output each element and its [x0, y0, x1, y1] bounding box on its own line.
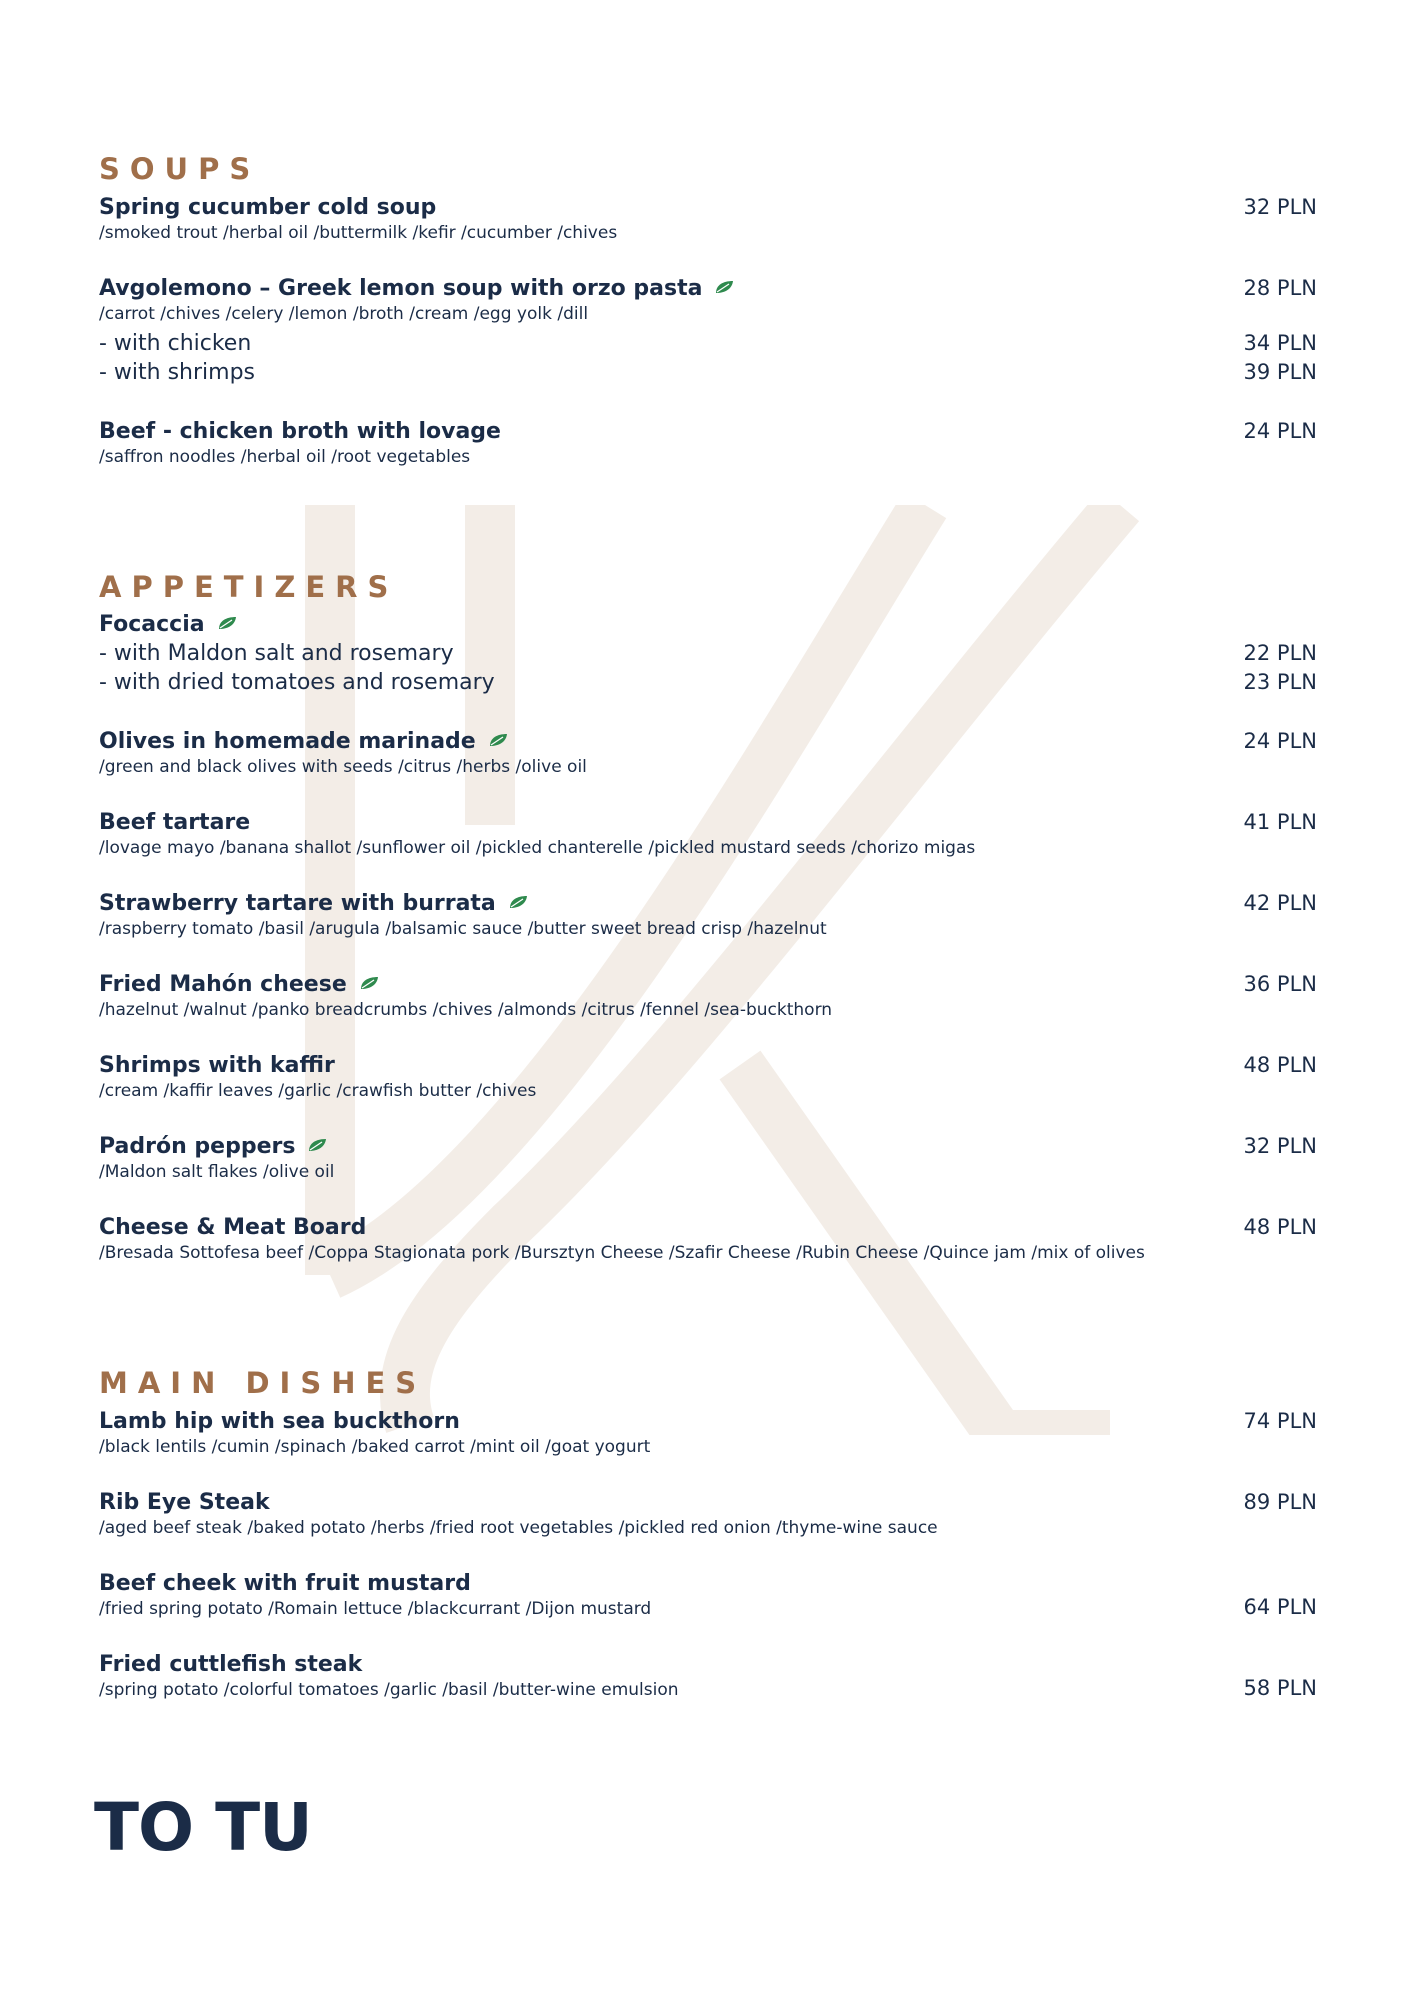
- menu-item: [99, 193, 1317, 244]
- menu-page: [99, 150, 1317, 1801]
- menu-item: [99, 1650, 1317, 1701]
- dish-description: /cream /kaffir leaves /garlic /crawfish butter /chives: [99, 1081, 537, 1101]
- dish-description: /green and black olives with seeds /citrus /herbs /olive oil: [99, 757, 587, 777]
- dish-price: 64 PLN: [1243, 1595, 1317, 1619]
- dish-name: Cheese & Meat Board: [99, 1215, 367, 1240]
- dish-name: Beef tartare: [99, 810, 251, 835]
- menu-item: [99, 1132, 1317, 1183]
- variant-price: 22 PLN: [1243, 641, 1317, 665]
- dish-name: Shrimps with kaffir: [99, 1053, 335, 1078]
- dish-description: /saffron noodles /herbal oil /root vegetables: [99, 447, 471, 467]
- variant-label: - with shrimps: [99, 360, 256, 385]
- dish-name: Lamb hip with sea buckthorn: [99, 1409, 460, 1434]
- appetizers-section: [99, 568, 1317, 1264]
- menu-item: [99, 1051, 1317, 1102]
- menu-item: [99, 1488, 1317, 1539]
- dish-price: 42 PLN: [1243, 891, 1317, 915]
- menu-item: [99, 970, 1317, 1021]
- dish-name: Rib Eye Steak: [99, 1490, 270, 1515]
- dish-price: 32 PLN: [1243, 1134, 1317, 1158]
- dish-name: Olives in homemade marinade: [99, 729, 476, 754]
- main-dishes-section: [99, 1364, 1317, 1701]
- leaf-icon: [217, 616, 237, 630]
- dish-price: 24 PLN: [1243, 419, 1317, 443]
- section-title-soups: SOUPS: [99, 152, 261, 186]
- dish-description: /black lentils /cumin /spinach /baked carrot /mint oil /goat yogurt: [99, 1437, 651, 1457]
- dish-description: /spring potato /colorful tomatoes /garlic /basil /butter-wine emulsion: [99, 1680, 679, 1700]
- leaf-icon: [307, 1138, 327, 1152]
- dish-description: /raspberry tomato /basil /arugula /balsamic sauce /butter sweet bread crisp /hazelnut: [99, 919, 827, 939]
- dish-name: Strawberry tartare with burrata: [99, 891, 496, 916]
- dish-price: 74 PLN: [1243, 1409, 1317, 1433]
- dish-price: 28 PLN: [1243, 276, 1317, 300]
- variant-price: 23 PLN: [1243, 670, 1317, 694]
- variant-label: - with chicken: [99, 331, 252, 356]
- menu-item: [99, 727, 1317, 778]
- dish-name: Beef cheek with fruit mustard: [99, 1571, 471, 1596]
- dish-description: /smoked trout /herbal oil /buttermilk /kefir /cucumber /chives: [99, 223, 618, 243]
- dish-price: 48 PLN: [1243, 1053, 1317, 1077]
- dish-price: 89 PLN: [1243, 1490, 1317, 1514]
- dish-description: /carrot /chives /celery /lemon /broth /cream /egg yolk /dill: [99, 304, 589, 324]
- menu-item: [99, 417, 1317, 468]
- logo-text: TO TU: [94, 1790, 312, 1860]
- menu-item: [99, 808, 1317, 859]
- dish-description: /fried spring potato /Romain lettuce /blackcurrant /Dijon mustard: [99, 1599, 652, 1619]
- dish-name: Beef - chicken broth with lovage: [99, 419, 501, 444]
- dish-name: Avgolemono – Greek lemon soup with orzo pasta: [99, 276, 703, 301]
- dish-name: Padrón peppers: [99, 1134, 296, 1159]
- dish-name: Fried cuttlefish steak: [99, 1652, 363, 1677]
- dish-description: /lovage mayo /banana shallot /sunflower oil /pickled chanterelle /pickled mustard seeds /chorizo migas: [99, 838, 976, 858]
- dish-price: 41 PLN: [1243, 810, 1317, 834]
- leaf-icon: [488, 733, 508, 747]
- menu-item: [99, 1407, 1317, 1458]
- totu-logo: [94, 1790, 324, 1864]
- dish-price: 48 PLN: [1243, 1215, 1317, 1239]
- variant-label: - with Maldon salt and rosemary: [99, 641, 454, 666]
- dish-price: 36 PLN: [1243, 972, 1317, 996]
- variant-price: 39 PLN: [1243, 360, 1317, 384]
- variant-label: - with dried tomatoes and rosemary: [99, 670, 495, 695]
- section-title-main-dishes: MAIN DISHES: [99, 1366, 427, 1400]
- menu-item: [99, 274, 1317, 387]
- menu-item: [99, 611, 1317, 697]
- dish-price: 58 PLN: [1243, 1676, 1317, 1700]
- dish-name: Spring cucumber cold soup: [99, 195, 437, 220]
- totu-logo-mark: [94, 1790, 324, 1860]
- dish-name: Focaccia: [99, 612, 205, 637]
- dish-name: Fried Mahón cheese: [99, 972, 347, 997]
- menu-item: [99, 1569, 1317, 1620]
- leaf-icon: [714, 280, 734, 294]
- dish-price: 24 PLN: [1243, 729, 1317, 753]
- menu-item: [99, 889, 1317, 940]
- dish-price: 32 PLN: [1243, 195, 1317, 219]
- dish-description: /Bresada Sottofesa beef /Coppa Stagionata pork /Bursztyn Cheese /Szafir Cheese /Rubin Cheese /Quince jam /mix of olives: [99, 1243, 1145, 1263]
- dish-description: /Maldon salt flakes /olive oil: [99, 1162, 335, 1182]
- section-title-appetizers: APPETIZERS: [99, 570, 399, 604]
- dish-description: /aged beef steak /baked potato /herbs /fried root vegetables /pickled red onion /thyme-wine sauce: [99, 1518, 938, 1538]
- leaf-icon: [508, 895, 528, 909]
- dish-description: /hazelnut /walnut /panko breadcrumbs /chives /almonds /citrus /fennel /sea-buckthorn: [99, 1000, 833, 1020]
- variant-price: 34 PLN: [1243, 331, 1317, 355]
- soups-section: [99, 150, 1317, 468]
- leaf-icon: [359, 976, 379, 990]
- menu-item: [99, 1213, 1317, 1264]
